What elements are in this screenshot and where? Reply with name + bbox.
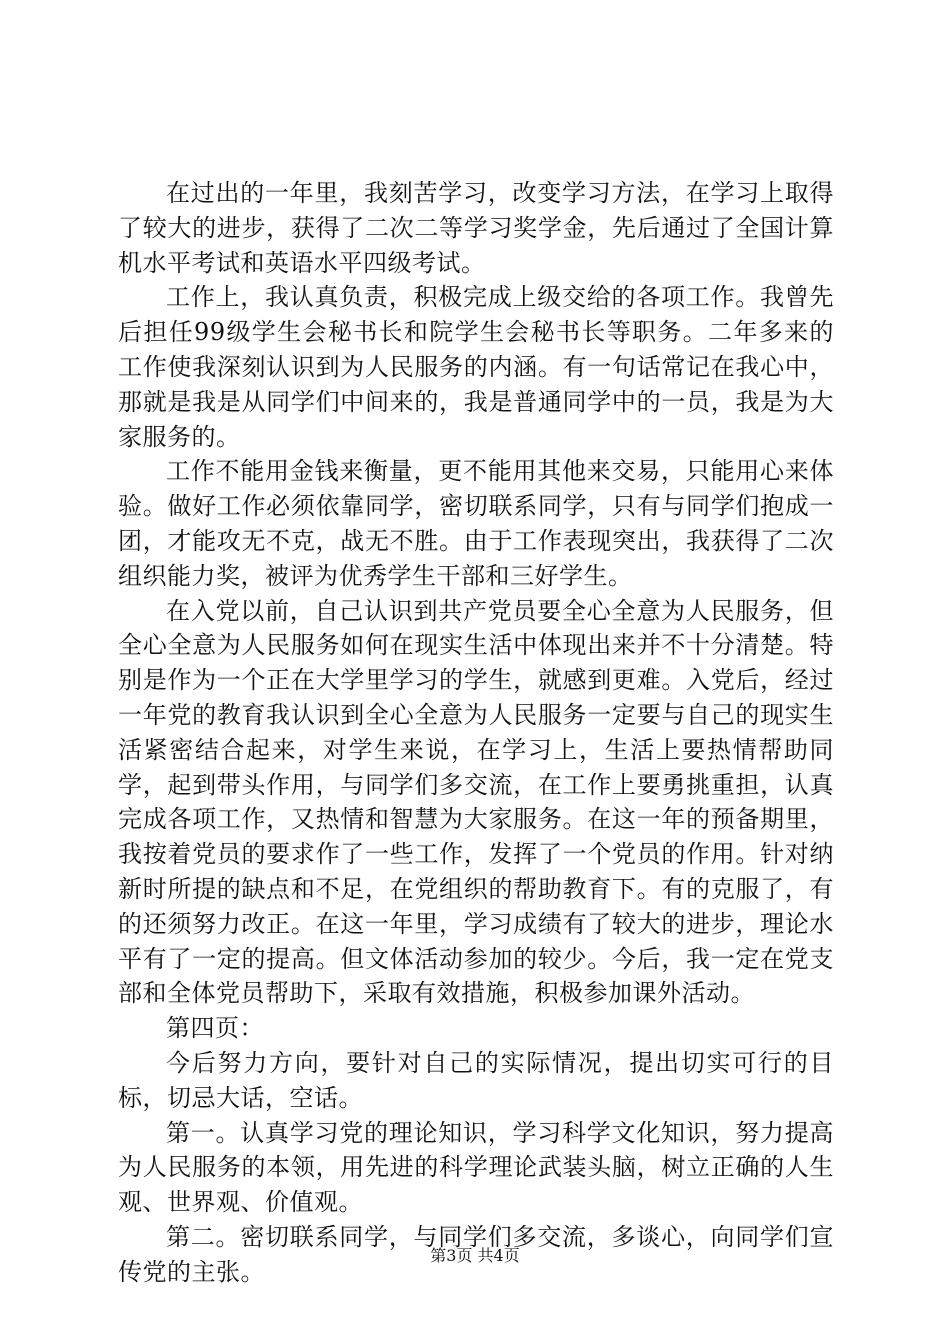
paragraph-study: 在过出的一年里，我刻苦学习，改变学习方法，在学习上取得了较大的进步，获得了二次二等学习奖学金，先后通过了全国计算机水平考试和英语水平四级考试。 (118, 179, 834, 277)
paragraph-point-two: 第二。密切联系同学，与同学们多交流，多谈心，向同学们宣传党的主张。 (118, 1222, 834, 1286)
page-number-footer: 第3页 共4页 (430, 1246, 520, 1265)
section-heading-page-four: 第四页： (166, 1014, 264, 1043)
paragraph-work-values: 工作不能用金钱来衡量，更不能用其他来交易，只能用心来体验。做好工作必须依靠同学，密切联系同学，只有与同学们抱成一团，才能攻无不克，战无不胜。由于工作表现突出，我获得了二次组织能力奖，被评为优秀学生干部和三好学生。 (118, 457, 834, 590)
paragraph-point-one: 第一。认真学习党的理论知识，学习科学文化知识，努力提高为人民服务的本领，用先进的科学理论武装头脑，树立正确的人生观、世界观、价值观。 (118, 1118, 834, 1217)
paragraph-party: 在入党以前，自己认识到共产党员要全心全意为人民服务，但全心全意为人民服务如何在现实生活中体现出来并不十分清楚。特别是作为一个正在大学里学习的学生，就感到更难。入党后，经过一年党的教育我认识到全心全意为人民服务一定要与自己的现实生活紧密结合起来，对学生来说，在学习上，生活上要热情帮助同学，起到带头作用，与同学们多交流，在工作上要勇挑重担，认真完成各项工作，又热情和智慧为大家服务。在这一年的预备期里，我按着党员的要求作了一些工作，发挥了一个党员的作用。针对纳新时所提的缺点和不足，在党组织的帮助教育下。有的克服了，有的还须努力改正。在这一年里，学习成绩有了较大的进步，理论水平有了一定的提高。但文体活动参加的较少。今后，我一定在党支部和全体党员帮助下，采取有效措施，积极参加课外活动。 (118, 596, 834, 1008)
paragraph-direction: 今后努力方向，要针对自己的实际情况，提出切实可行的目标，切忌大话，空话。 (118, 1048, 834, 1112)
paragraph-work: 工作上，我认真负责，积极完成上级交给的各项工作。我曾先后担任99级学生会秘书长和院学生会秘书长等职务。二年多来的工作使我深刻认识到为人民服务的内涵。有一句话常记在我心中，那就是我是从同学们中间来的，我是普通同学中的一员，我是为大家服务的。 (118, 283, 834, 451)
document-body (118, 176, 834, 1290)
